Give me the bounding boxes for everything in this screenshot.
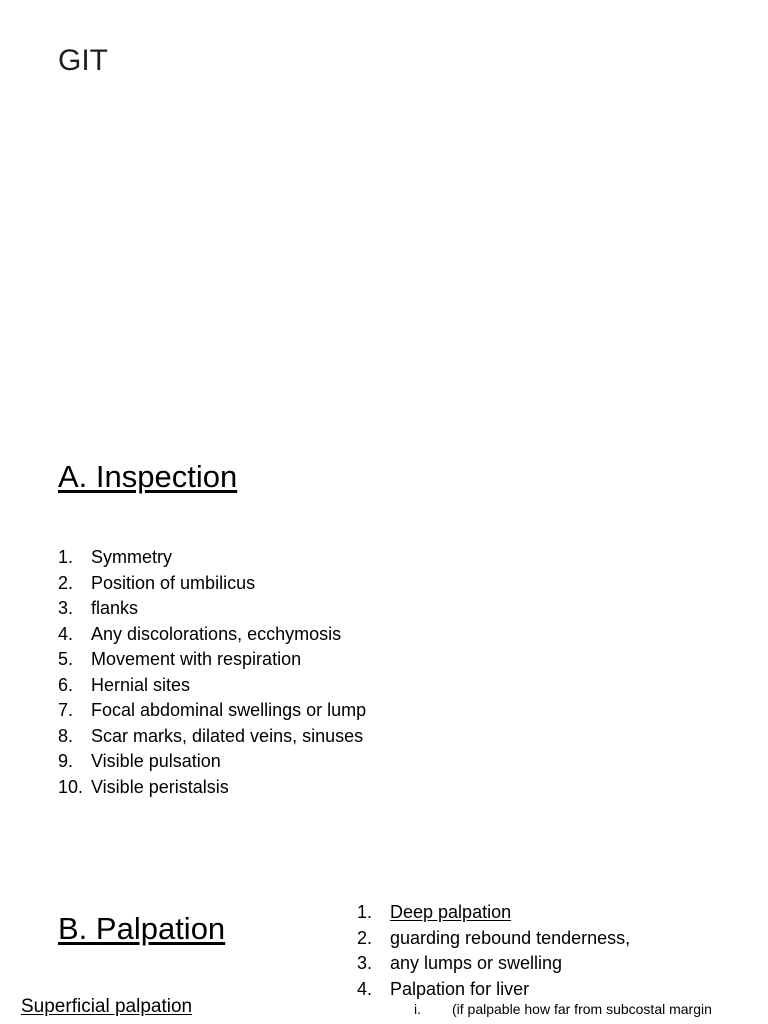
superficial-palpation-label: Superficial palpation [21,996,193,1017]
list-item [58,596,366,622]
item-number: 5. [58,649,74,669]
list-item [357,977,630,1003]
item-text: Hernial sites [91,674,191,695]
palpation-heading: B. Palpation [58,911,226,946]
list-item [58,647,366,673]
item-text: Symmetry [91,547,172,567]
item-text: Palpation for liver [390,978,530,999]
inspection-heading: A. Inspection [58,459,238,494]
item-number: 2. [58,572,74,593]
item-number: 8. [58,725,74,746]
item-number: 3. [357,953,373,973]
list-item [58,775,366,801]
list-item [58,749,366,775]
slide-title: GIT [58,44,108,77]
item-text: flanks [91,598,139,618]
list-item [357,900,630,926]
item-number: 3. [58,598,74,618]
item-text: Visible pulsation [91,751,221,771]
item-number: 4. [58,623,74,644]
inspection-list [58,545,366,800]
item-text: Position of umbilicus [91,572,256,593]
item-number: 10. [58,776,84,797]
sub-item-number: i. [414,1001,421,1017]
item-text: any lumps or swelling [390,953,563,973]
item-text: Focal abdominal swellings or lump [91,700,367,720]
item-text: guarding rebound tenderness, [390,927,631,948]
list-item [357,951,630,977]
item-text: Any discolorations, ecchymosis [91,623,342,644]
item-number: 9. [58,751,74,771]
list-item [58,545,366,571]
item-number: 2. [357,927,373,948]
item-number: 1. [58,547,74,567]
item-text: Movement with respiration [91,649,302,669]
item-number: 1. [357,902,373,922]
item-text: Deep palpation [390,902,512,922]
list-item [58,622,366,648]
item-text: Scar marks, dilated veins, sinuses [91,725,364,746]
sub-item-text: (if palpable how far from subcostal margin [452,1001,712,1017]
item-text: Visible peristalsis [91,776,229,797]
list-item [58,724,366,750]
list-item [58,571,366,597]
list-item [58,673,366,699]
item-number: 6. [58,674,74,695]
list-item [357,926,630,952]
item-number: 7. [58,700,74,720]
item-number: 4. [357,978,373,999]
sub-list-item [414,1001,712,1017]
list-item [58,698,366,724]
palpation-list [357,900,630,1002]
